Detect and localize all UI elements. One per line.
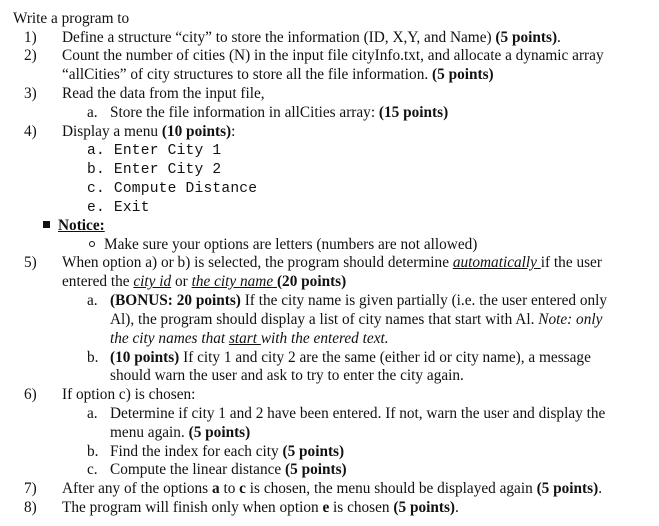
circle-bullet-icon: [89, 241, 95, 247]
item-6: [24, 386, 195, 404]
item-number: 7): [24, 480, 37, 497]
option-letter: c: [239, 480, 246, 497]
item-number: 5): [24, 254, 37, 271]
item-number: a.: [87, 405, 98, 422]
item-text: Make sure your options are letters (numbers are not allowed): [104, 236, 478, 253]
menu-line-b: b. Enter City 2: [87, 162, 222, 178]
emphasis-text: the city name: [191, 273, 277, 290]
item-6c: [87, 461, 347, 479]
points-label: (5 points): [282, 443, 345, 460]
item-text: If the city name is given partially (i.e. the user entered only: [240, 292, 608, 309]
item-number: 2): [24, 47, 37, 64]
points-label: (5 points): [285, 461, 347, 478]
points-label: (5 points): [393, 499, 456, 516]
item-text: .: [557, 29, 561, 46]
item-3: [24, 85, 265, 103]
item-text: If city 1 and city 2 are the same (either id or city name), a message: [179, 349, 591, 366]
item-6a: [87, 405, 605, 423]
item-text: “allCities” of city structures to store all the file information.: [62, 66, 432, 83]
bonus-label: (BONUS: 20 points): [110, 292, 241, 309]
emphasis-text: city id: [133, 273, 172, 290]
doc-title: Write a program to: [13, 10, 130, 27]
item-text: Al), the program should display a list of city names that start with Al.: [110, 311, 539, 328]
item-number: 8): [24, 499, 37, 516]
item-text: When option a) or b) is selected, the program should determine: [62, 254, 453, 271]
item-number: b.: [87, 443, 99, 460]
item-text: .: [598, 480, 603, 497]
option-letter: a: [211, 480, 220, 497]
item-number: 4): [24, 123, 37, 140]
item-text: .: [455, 499, 459, 516]
item-text: or: [171, 273, 192, 290]
item-number: 1): [24, 29, 37, 46]
item-5-continued: [62, 273, 346, 291]
item-7: [24, 480, 602, 498]
notice-item: [89, 236, 477, 254]
menu-line-c: c. Compute Distance: [87, 181, 258, 197]
item-3a: [87, 104, 448, 122]
square-bullet-icon: [43, 221, 50, 228]
points-label: (5 points): [495, 29, 558, 46]
note-text: Note: only: [538, 311, 603, 328]
item-text: Compute the linear distance: [110, 461, 286, 478]
item-5a-line2: [110, 311, 602, 329]
item-text: If option c) is chosen:: [62, 386, 196, 403]
item-5: [24, 254, 602, 272]
item-number: a.: [87, 292, 98, 309]
item-number: b.: [87, 349, 99, 366]
item-text: Define a structure “city” to store the information (ID, X,Y, and Name): [62, 29, 496, 46]
item-text: Display a menu: [62, 123, 162, 140]
item-number: c.: [87, 461, 98, 478]
item-text: menu again.: [110, 424, 189, 441]
item-text: Find the index for each city: [110, 443, 283, 460]
item-6b: [87, 443, 344, 461]
item-5a: [87, 292, 607, 310]
item-text: Count the number of cities (N) in the input file cityInfo.txt, and allocate a dynamic array: [62, 47, 604, 64]
emphasis-text: automatically: [452, 254, 541, 271]
item-1: [24, 29, 561, 47]
menu-line-e: e. Exit: [87, 200, 150, 216]
points-label: (20 points): [276, 273, 347, 290]
points-label: (10 points): [110, 349, 180, 366]
item-text: is chosen: [329, 499, 394, 516]
item-5b-line2: should warn the user and ask to try to enter the city again.: [110, 367, 464, 384]
item-text: :: [231, 123, 236, 140]
item-number: 3): [24, 85, 37, 102]
item-text: entered the: [62, 273, 134, 290]
item-8: [24, 499, 459, 517]
option-letter: e: [322, 499, 330, 516]
notice-label: Notice:: [58, 217, 105, 234]
note-text: the city names that: [110, 330, 229, 347]
note-text: with the entered text.: [260, 330, 389, 347]
notice-heading: [43, 217, 105, 235]
item-text: is chosen, the menu should be displayed again: [245, 480, 537, 497]
item-text: Read the data from the input file,: [62, 85, 265, 102]
item-text: if the user: [540, 254, 602, 271]
item-text: Store the file information in allCities array:: [110, 104, 379, 121]
points-label: (5 points): [536, 480, 599, 497]
item-text: to: [219, 480, 240, 497]
item-4: [24, 123, 235, 141]
item-number: 6): [24, 386, 37, 403]
item-2: [24, 47, 604, 65]
item-2-continued: [62, 66, 494, 84]
menu-line-a: a. Enter City 1: [87, 143, 222, 159]
item-text: The program will finish only when option: [62, 499, 323, 516]
item-6a-line2: [110, 424, 250, 442]
item-text: Determine if city 1 and 2 have been entered. If not, warn the user and display the: [110, 405, 606, 422]
item-5a-line3: [110, 330, 389, 348]
item-number: a.: [87, 104, 98, 121]
points-label: (5 points): [432, 66, 494, 83]
points-label: (10 points): [161, 123, 232, 140]
emphasis-text: start: [228, 330, 261, 347]
points-label: (15 points): [378, 104, 449, 121]
item-text: After any of the options: [62, 480, 212, 497]
item-5b: [87, 349, 591, 367]
points-label: (5 points): [188, 424, 251, 441]
